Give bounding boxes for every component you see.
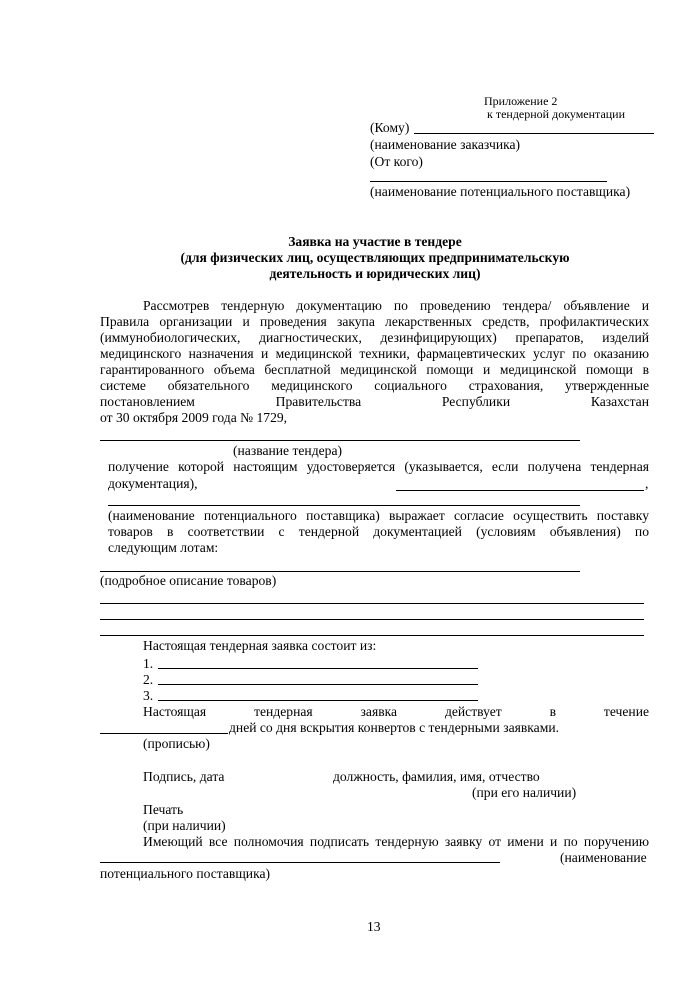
authority-line-3: потенциального поставщика) [100,866,271,881]
composition-item-3: 3. [143,688,154,703]
to-label: (Кому) [370,120,410,135]
intro-line-6: системе обязательного медицинского социального страхования, утвержденные [100,378,649,393]
intro-line-5: гарантированного объема бесплатной медицинской помощи и медицинской помощи в [100,362,649,377]
position-name-label: должность, фамилия, имя, отчество [333,769,540,784]
receipt-line-1: получение которой настоящим удостоверяется (указывается, если получена тендерная [108,459,649,474]
from-label: (От кого) [370,154,423,169]
authority-caption: (наименование [560,850,647,865]
validity-days-line [100,733,228,734]
seal-if-any: (при наличии) [143,818,226,833]
composition-heading: Настоящая тендерная заявка состоит из: [143,638,377,653]
to-line [414,133,654,134]
authority-line-1: Имеющий все полномочия подписать тендерную заявку от имени и по поручению [143,834,649,849]
intro-line-1: Рассмотрев тендерную документацию по проведению тендера/ объявление и [143,298,649,313]
supplier-name-line [108,505,580,506]
composition-item-2-line [158,684,478,685]
authority-line [100,862,500,863]
customer-caption: (наименование заказчика) [370,137,521,152]
receipt-comma: , [645,476,649,491]
goods-line-3 [100,619,644,620]
validity-words-caption: (прописью) [143,736,210,751]
consent-line-1: (наименование потенциального поставщика) выражает согласие осуществить поставку [108,508,649,523]
composition-item-1: 1. [143,656,154,671]
sign-date-label: Подпись, дата [143,769,225,784]
intro-line-7: постановлением Правительства Республики Казахстан [100,394,649,409]
supplier-caption: (наименование потенциального поставщика) [370,184,631,199]
tender-name-line [100,440,580,441]
composition-item-3-line [158,700,478,701]
composition-item-2: 2. [143,672,154,687]
title-line-3: деятельность и юридических лиц) [269,266,481,281]
appendix-line-1: Приложение 2 [484,94,558,108]
composition-item-1-line [158,668,478,669]
goods-caption: (подробное описание товаров) [100,573,277,588]
validity-line-2: дней со дня вскрытия конвертов с тендерными заявками. [229,720,559,735]
intro-line-3: (иммунобиологических, диагностических, дезинфицирующих) препаратов, изделий [100,330,649,345]
title-line-2: (для физических лиц, осуществляющих предпринимательскую [180,250,570,265]
goods-line-4 [100,635,644,636]
receipt-line-2: документация), [108,476,198,491]
validity-line-1: Настоящая тендерная заявка действует в течение [143,704,649,719]
consent-line-3: следующим лотам: [108,540,219,555]
intro-line-4: медицинского назначения и медицинской техники, фармацевтических услуг по оказанию [100,346,649,361]
tender-name-caption: (название тендера) [233,443,343,458]
receipt-fill-line [396,490,644,491]
consent-line-2: товаров в соответствии с тендерной документацией (условиям объявления) по [108,524,649,539]
intro-line-2: Правила организации и проведения закупа лекарственных средств, профилактических [100,314,649,329]
seal-label: Печать [143,802,184,817]
appendix-line-2: к тендерной документации [487,107,626,121]
page-number: 13 [367,919,381,934]
patronymic-if-any: (при его наличии) [472,785,577,800]
intro-line-8: от 30 октября 2009 года № 1729, [100,410,288,425]
title-line-1: Заявка на участие в тендере [288,234,462,249]
from-line [370,181,607,182]
goods-line [100,571,580,572]
goods-line-2 [100,603,644,604]
